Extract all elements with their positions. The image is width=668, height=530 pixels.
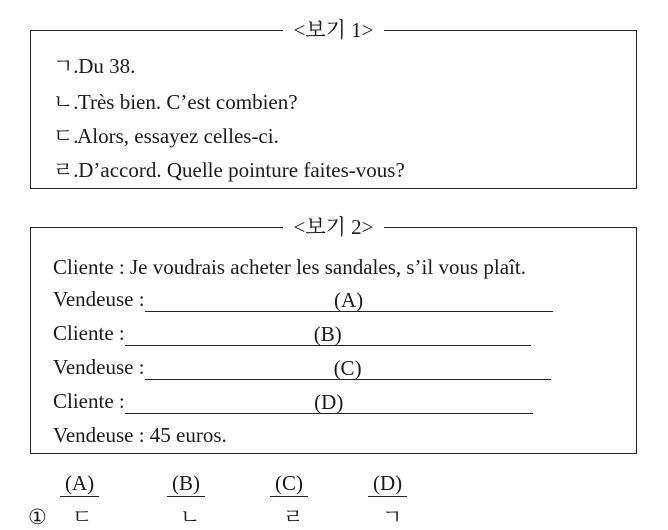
dialogue-last-line: Vendeuse : 45 euros. (53, 423, 227, 447)
item-text: Du 38. (78, 54, 136, 78)
answer-blank-c: (C) (145, 355, 551, 380)
box-1-item (53, 157, 405, 183)
box-1-item (53, 53, 135, 79)
item-marker: ㄷ. (53, 124, 79, 148)
example-box-2 (30, 215, 637, 454)
answer-header-b: (B) (167, 470, 205, 497)
example-box-1 (30, 18, 637, 189)
option-1-number[interactable]: ① (28, 505, 47, 529)
speaker: Vendeuse : (53, 287, 145, 311)
dialogue-line-b (53, 320, 531, 346)
box-2-title: <보기 2> (283, 215, 383, 239)
item-marker: ㄴ. (53, 90, 79, 114)
dialogue-line-c (53, 354, 551, 380)
option-1-d: ㄱ (382, 505, 403, 529)
speaker: Cliente : (53, 321, 125, 345)
option-1-c: ㄹ (283, 505, 304, 529)
answer-header-a: (A) (60, 470, 99, 497)
item-text: Alors, essayez celles-ci. (77, 124, 279, 148)
answer-header-c: (C) (270, 470, 308, 497)
speaker: Vendeuse : (53, 355, 145, 379)
box-1-title: <보기 1> (283, 18, 383, 42)
item-text: D’accord. Quelle pointure faites-vous? (78, 158, 405, 182)
option-1-a: ㄷ (72, 505, 93, 529)
dialogue-first-line: Cliente : Je voudrais acheter les sandales, s’il vous plaît. (53, 255, 526, 279)
answer-blank-b: (B) (125, 321, 531, 346)
item-text: Très bien. C’est combien? (77, 90, 298, 114)
item-marker: ㄹ. (53, 158, 79, 182)
box-1-item (53, 89, 298, 115)
dialogue-line-d (53, 388, 533, 414)
speaker: Cliente : (53, 389, 125, 413)
item-marker: ㄱ. (53, 54, 79, 78)
dialogue-line-a (53, 286, 553, 312)
answer-header-d: (D) (368, 470, 407, 497)
answer-blank-d: (D) (125, 389, 533, 414)
box-1-item (53, 123, 279, 149)
option-1-b: ㄴ (180, 505, 201, 529)
answer-blank-a: (A) (145, 287, 553, 312)
